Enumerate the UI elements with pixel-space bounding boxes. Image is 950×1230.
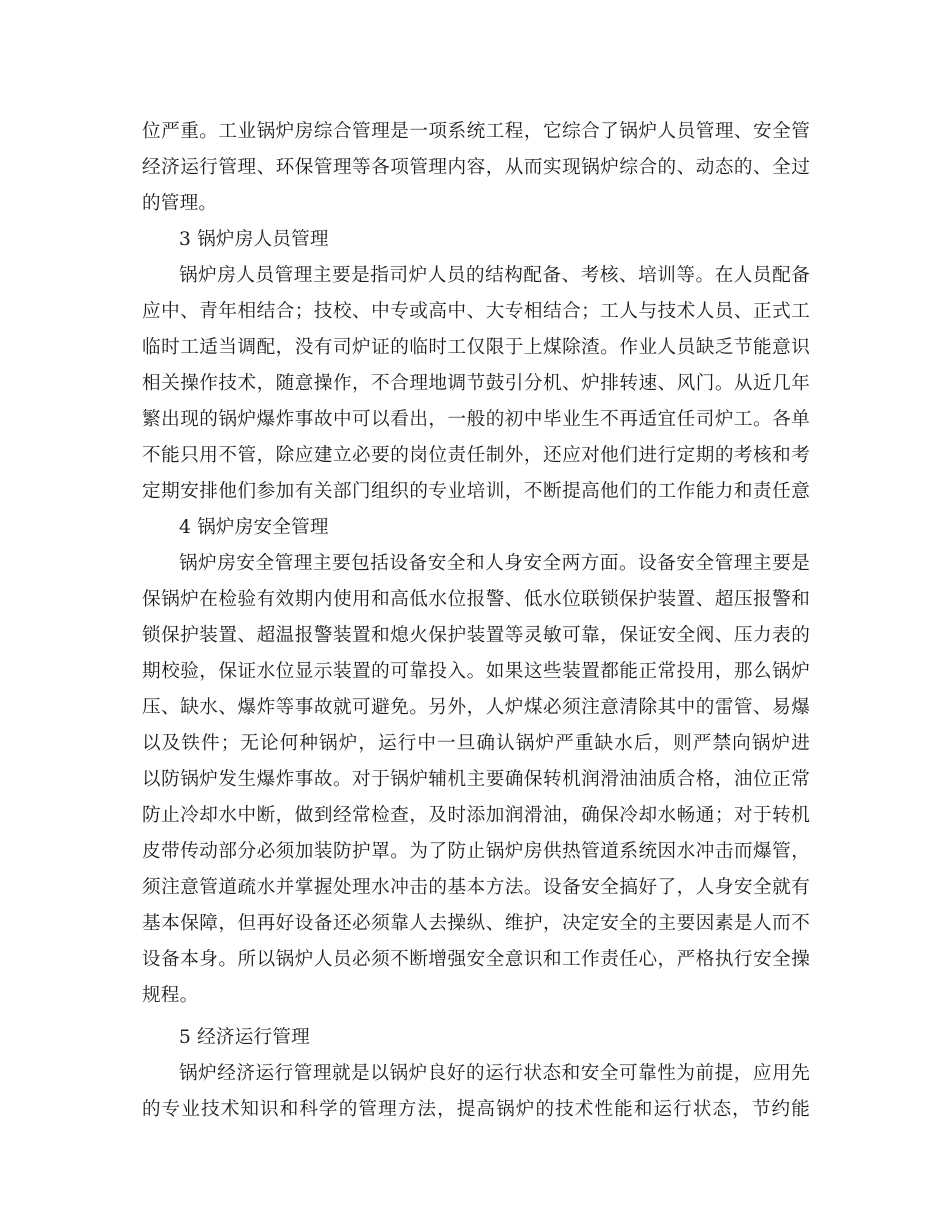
text-line: 规程。 [142, 985, 199, 1006]
text-line: 锅炉房安全管理主要包括设备安全和人身安全两方面。设备安全管理主要是 [179, 553, 810, 574]
text-line: 的专业技术知识和科学的管理方法，提高锅炉的技术性能和运行状态，节约能 [142, 1099, 810, 1120]
text-line: 经济运行管理、环保管理等各项管理内容，从而实现锅炉综合的、动态的、全过 [142, 157, 810, 178]
text-line: 锁保护装置、超温报警装置和熄火保护装置等灵敏可靠，保证安全阀、压力表的 [142, 625, 810, 646]
text-line: 定期安排他们参加有关部门组织的专业培训，不断提高他们的工作能力和责任意 [142, 481, 810, 502]
text-line: 须注意管道疏水并掌握处理水冲击的基本方法。设备安全搞好了，人身安全就有 [142, 877, 810, 898]
text-line: 临时工适当调配，没有司炉证的临时工仅限于上煤除渣。作业人员缺乏节能意识 [142, 337, 810, 358]
text-line: 以防锅炉发生爆炸事故。对于锅炉辅机主要确保转机润滑油油质合格，油位正常 [142, 769, 810, 790]
section-heading: 3 锅炉房人员管理 [179, 229, 329, 250]
text-line: 设备本身。所以锅炉人员必须不断增强安全意识和工作责任心，严格执行安全操 [142, 949, 810, 970]
text-line: 的管理。 [142, 193, 218, 214]
document-body [142, 114, 810, 1128]
text-line: 锅炉经济运行管理就是以锅炉良好的运行状态和安全可靠性为前提，应用先 [179, 1063, 810, 1084]
text-line: 期校验，保证水位显示装置的可靠投入。如果这些装置都能正常投用，那么锅炉 [142, 661, 810, 682]
text-line: 相关操作技术，随意操作，不合理地调节鼓引分机、炉排转速、风门。从近几年 [142, 373, 810, 394]
text-line: 防止冷却水中断，做到经常检查，及时添加润滑油，确保冷却水畅通；对于转机 [142, 805, 810, 826]
section-heading: 5 经济运行管理 [179, 1027, 310, 1048]
text-line: 以及铁件；无论何种锅炉，运行中一旦确认锅炉严重缺水后，则严禁向锅炉进 [142, 733, 810, 754]
text-line: 基本保障，但再好设备还必须靠人去操纵、维护，决定安全的主要因素是人而不 [142, 913, 810, 934]
text-line: 皮带传动部分必须加装防护罩。为了防止锅炉房供热管道系统因水冲击而爆管， [142, 841, 810, 862]
text-line: 繁出现的锅炉爆炸事故中可以看出，一般的初中毕业生不再适宜任司炉工。各单 [142, 409, 810, 430]
text-line: 位严重。工业锅炉房综合管理是一项系统工程，它综合了锅炉人员管理、安全管 [142, 121, 810, 142]
text-line: 不能只用不管，除应建立必要的岗位责任制外，还应对他们进行定期的考核和考 [142, 445, 810, 466]
text-line: 压、缺水、爆炸等事故就可避免。另外，人炉煤必须注意清除其中的雷管、易爆 [142, 697, 810, 718]
section-heading: 4 锅炉房安全管理 [179, 517, 329, 538]
text-line: 锅炉房人员管理主要是指司炉人员的结构配备、考核、培训等。在人员配备 [179, 265, 810, 286]
text-line: 应中、青年相结合；技校、中专或高中、大专相结合；工人与技术人员、正式工 [142, 301, 810, 322]
text-line: 保锅炉在检验有效期内使用和高低水位报警、低水位联锁保护装置、超压报警和 [142, 589, 810, 610]
